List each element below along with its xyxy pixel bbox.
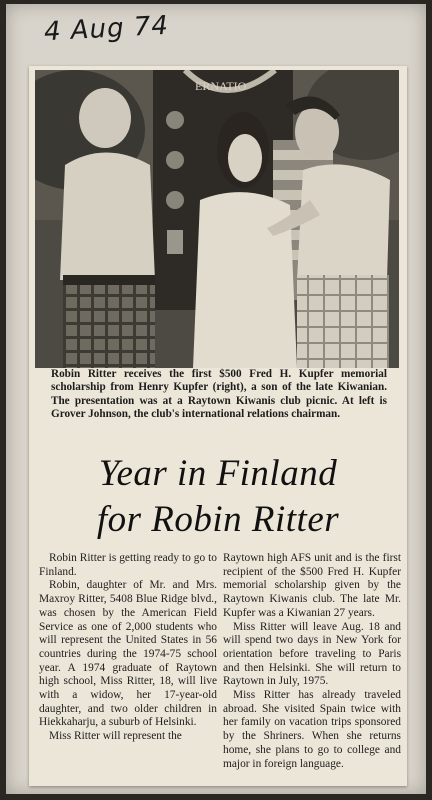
news-photo bbox=[35, 70, 399, 368]
article-column-2 bbox=[223, 552, 401, 771]
article-paragraph: Robin Ritter is getting ready to go to Finland. bbox=[39, 552, 217, 578]
scrapbook-page bbox=[6, 4, 426, 794]
banner-text: ERNATIO bbox=[195, 79, 247, 93]
article-paragraph: Raytown high AFS unit and is the first recipient of the $500 Fred H. Kupfer memorial scholarship given by the Raytown Kiwanis club. The late Mr. Kupfer was a Kiwanian 27 years. bbox=[223, 552, 401, 619]
photo-caption: Robin Ritter receives the first $500 Fred H. Kupfer memorial scholarship from Henry Kupfer (right), a son of the late Kiwanian. The presentation was at a Raytown Kiwanis club picnic. At left is Grover Johnson, the club's international relations chairman. bbox=[51, 368, 387, 421]
newspaper-clipping bbox=[29, 66, 407, 786]
headline-line-1: Year in Finland bbox=[98, 453, 338, 494]
article-paragraph: Miss Ritter will represent the bbox=[49, 730, 182, 743]
article-paragraph: Miss Ritter will leave Aug. 18 and will spend two days in New York for orientation before traveling to Paris and then Helsinki. She will return to Raytown in July, 1975. bbox=[223, 620, 401, 688]
headline-line-2: for Robin Ritter bbox=[96, 499, 340, 540]
article-column-1 bbox=[39, 552, 217, 744]
handwritten-date: 4 Aug 74 bbox=[43, 10, 170, 48]
photo-illustration bbox=[35, 70, 399, 368]
article-paragraph: Miss Ritter has already traveled abroad. She visited Spain twice with her family on vacation trips sponsored by the Shriners. When she returns home, she plans to go to college and major in foreign language. bbox=[223, 689, 401, 770]
article-paragraph: Robin, daughter of Mr. and Mrs. Maxroy Ritter, 5408 Blue Ridge blvd., was chosen by the American Field Service as one of 2,000 students who will represent the United States in 56 countries during the 1974-75 school year. A 1974 graduate of Raytown high school, Miss Ritter, 18, will live with a widow, her 17-year-old daughter, and two older children in Hiekkaharju, a suburb of Helsinki. bbox=[39, 579, 217, 729]
